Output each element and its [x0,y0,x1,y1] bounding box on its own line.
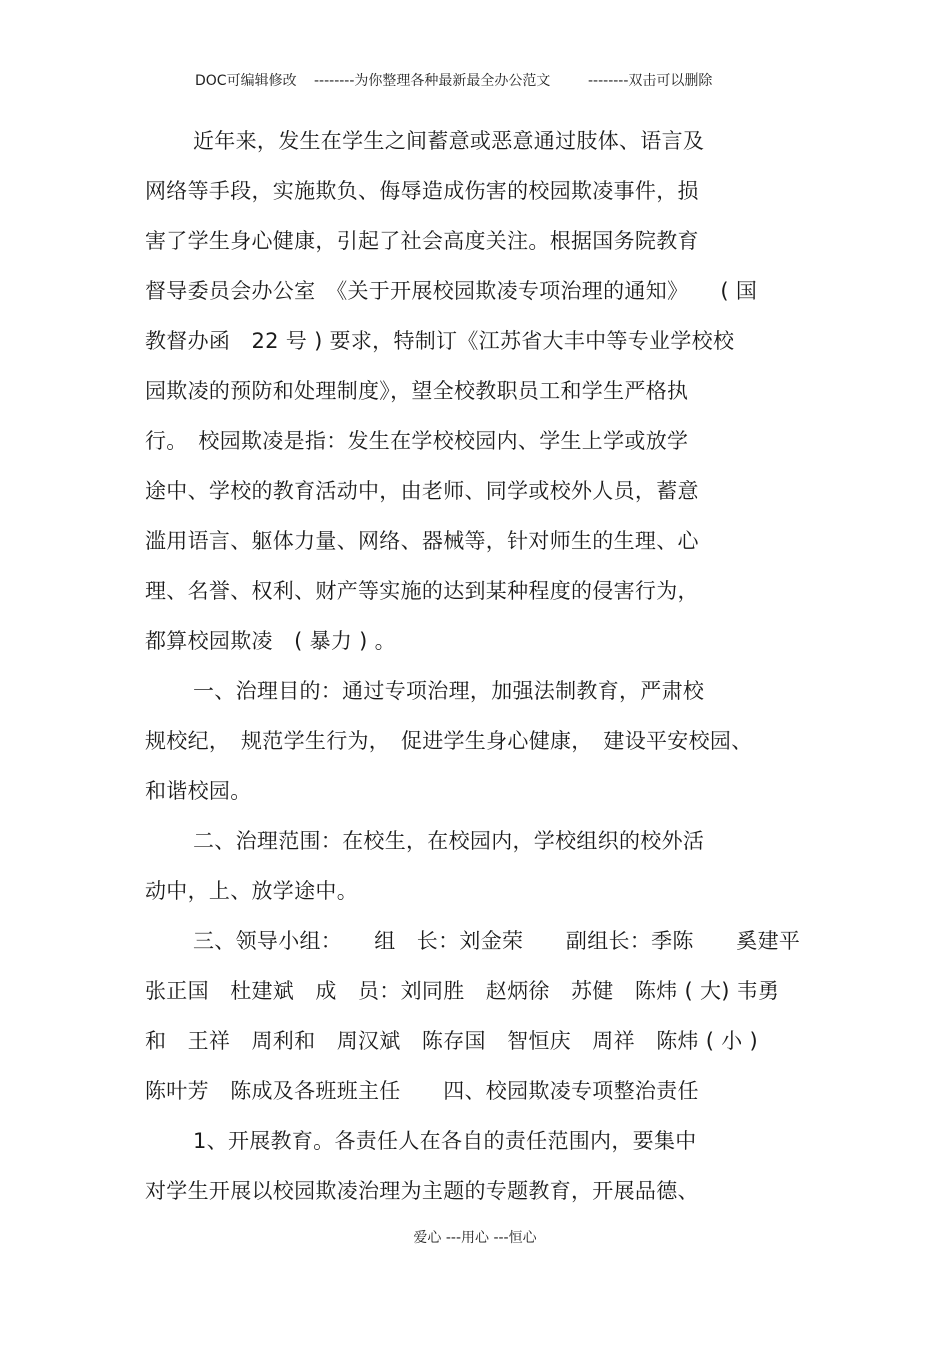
text-line: 督导委员会办公室 《关于开展校园欺凌专项治理的通知》 ( 国 [145,279,758,303]
header-left-text: DOC可编辑修改 [195,73,297,89]
text-line: 规校纪， 规范学生行为， 促进学生身心健康， 建设平安校园、 [145,729,753,753]
text-line: 1、开展教育。各责任人在各自的责任范围内，要集中 [193,1129,697,1153]
text-line: 陈叶芳 陈成及各班班主任 四、校园欺凌专项整治责任 [145,1079,699,1103]
text-line: 都算校园欺凌 ( 暴力 ) 。 [145,629,396,653]
text-line: 动中，上、放学途中。 [145,879,358,903]
text-line: 害了学生身心健康，引起了社会高度关注。根据国务院教育 [145,229,699,253]
text-line: 三、领导小组： 组 长：刘金荣 副组长：季陈 奚建平 [193,929,801,953]
text-line: 张正国 杜建斌 成 员：刘同胜 赵炳徐 苏健 陈炜 ( 大) 韦勇 [145,979,780,1003]
text-line: 滥用语言、躯体力量、网络、器械等，针对师生的生理、心 [145,529,699,553]
text-line: 园欺凌的预防和处理制度》，望全校教职员工和学生严格执 [145,379,689,403]
page-footer: 爱心 ---用心 ---恒心 [413,1230,537,1246]
text-line: 和 王祥 周利和 周汉斌 陈存国 智恒庆 周祥 陈炜 ( 小 ) [145,1029,759,1053]
text-line: 网络等手段，实施欺负、侮辱造成伤害的校园欺凌事件，损 [145,179,699,203]
text-line: 和谐校园。 [145,779,252,803]
text-line: 教督办函 22 号 ) 要求，特制订《江苏省大丰中等专业学校校 [145,329,735,353]
header-right-text: --------双击可以删除 [588,73,713,89]
text-line: 途中、学校的教育活动中，由老师、同学或校外人员，蓄意 [145,479,699,503]
text-line: 对学生开展以校园欺凌治理为主题的专题教育，开展品德、 [145,1179,699,1203]
text-line: 理、名誉、权利、财产等实施的达到某种程度的侵害行为， [145,579,699,603]
text-line: 一、治理目的：通过专项治理，加强法制教育，严肃校 [193,679,705,703]
text-line: 近年来，发生在学生之间蓄意或恶意通过肢体、语言及 [193,129,705,153]
header-middle-text: --------为你整理各种最新最全办公范文 [314,73,551,89]
text-line: 二、治理范围：在校生，在校园内，学校组织的校外活 [193,829,705,853]
text-line: 行。 校园欺凌是指：发生在学校校园内、学生上学或放学 [145,429,689,453]
